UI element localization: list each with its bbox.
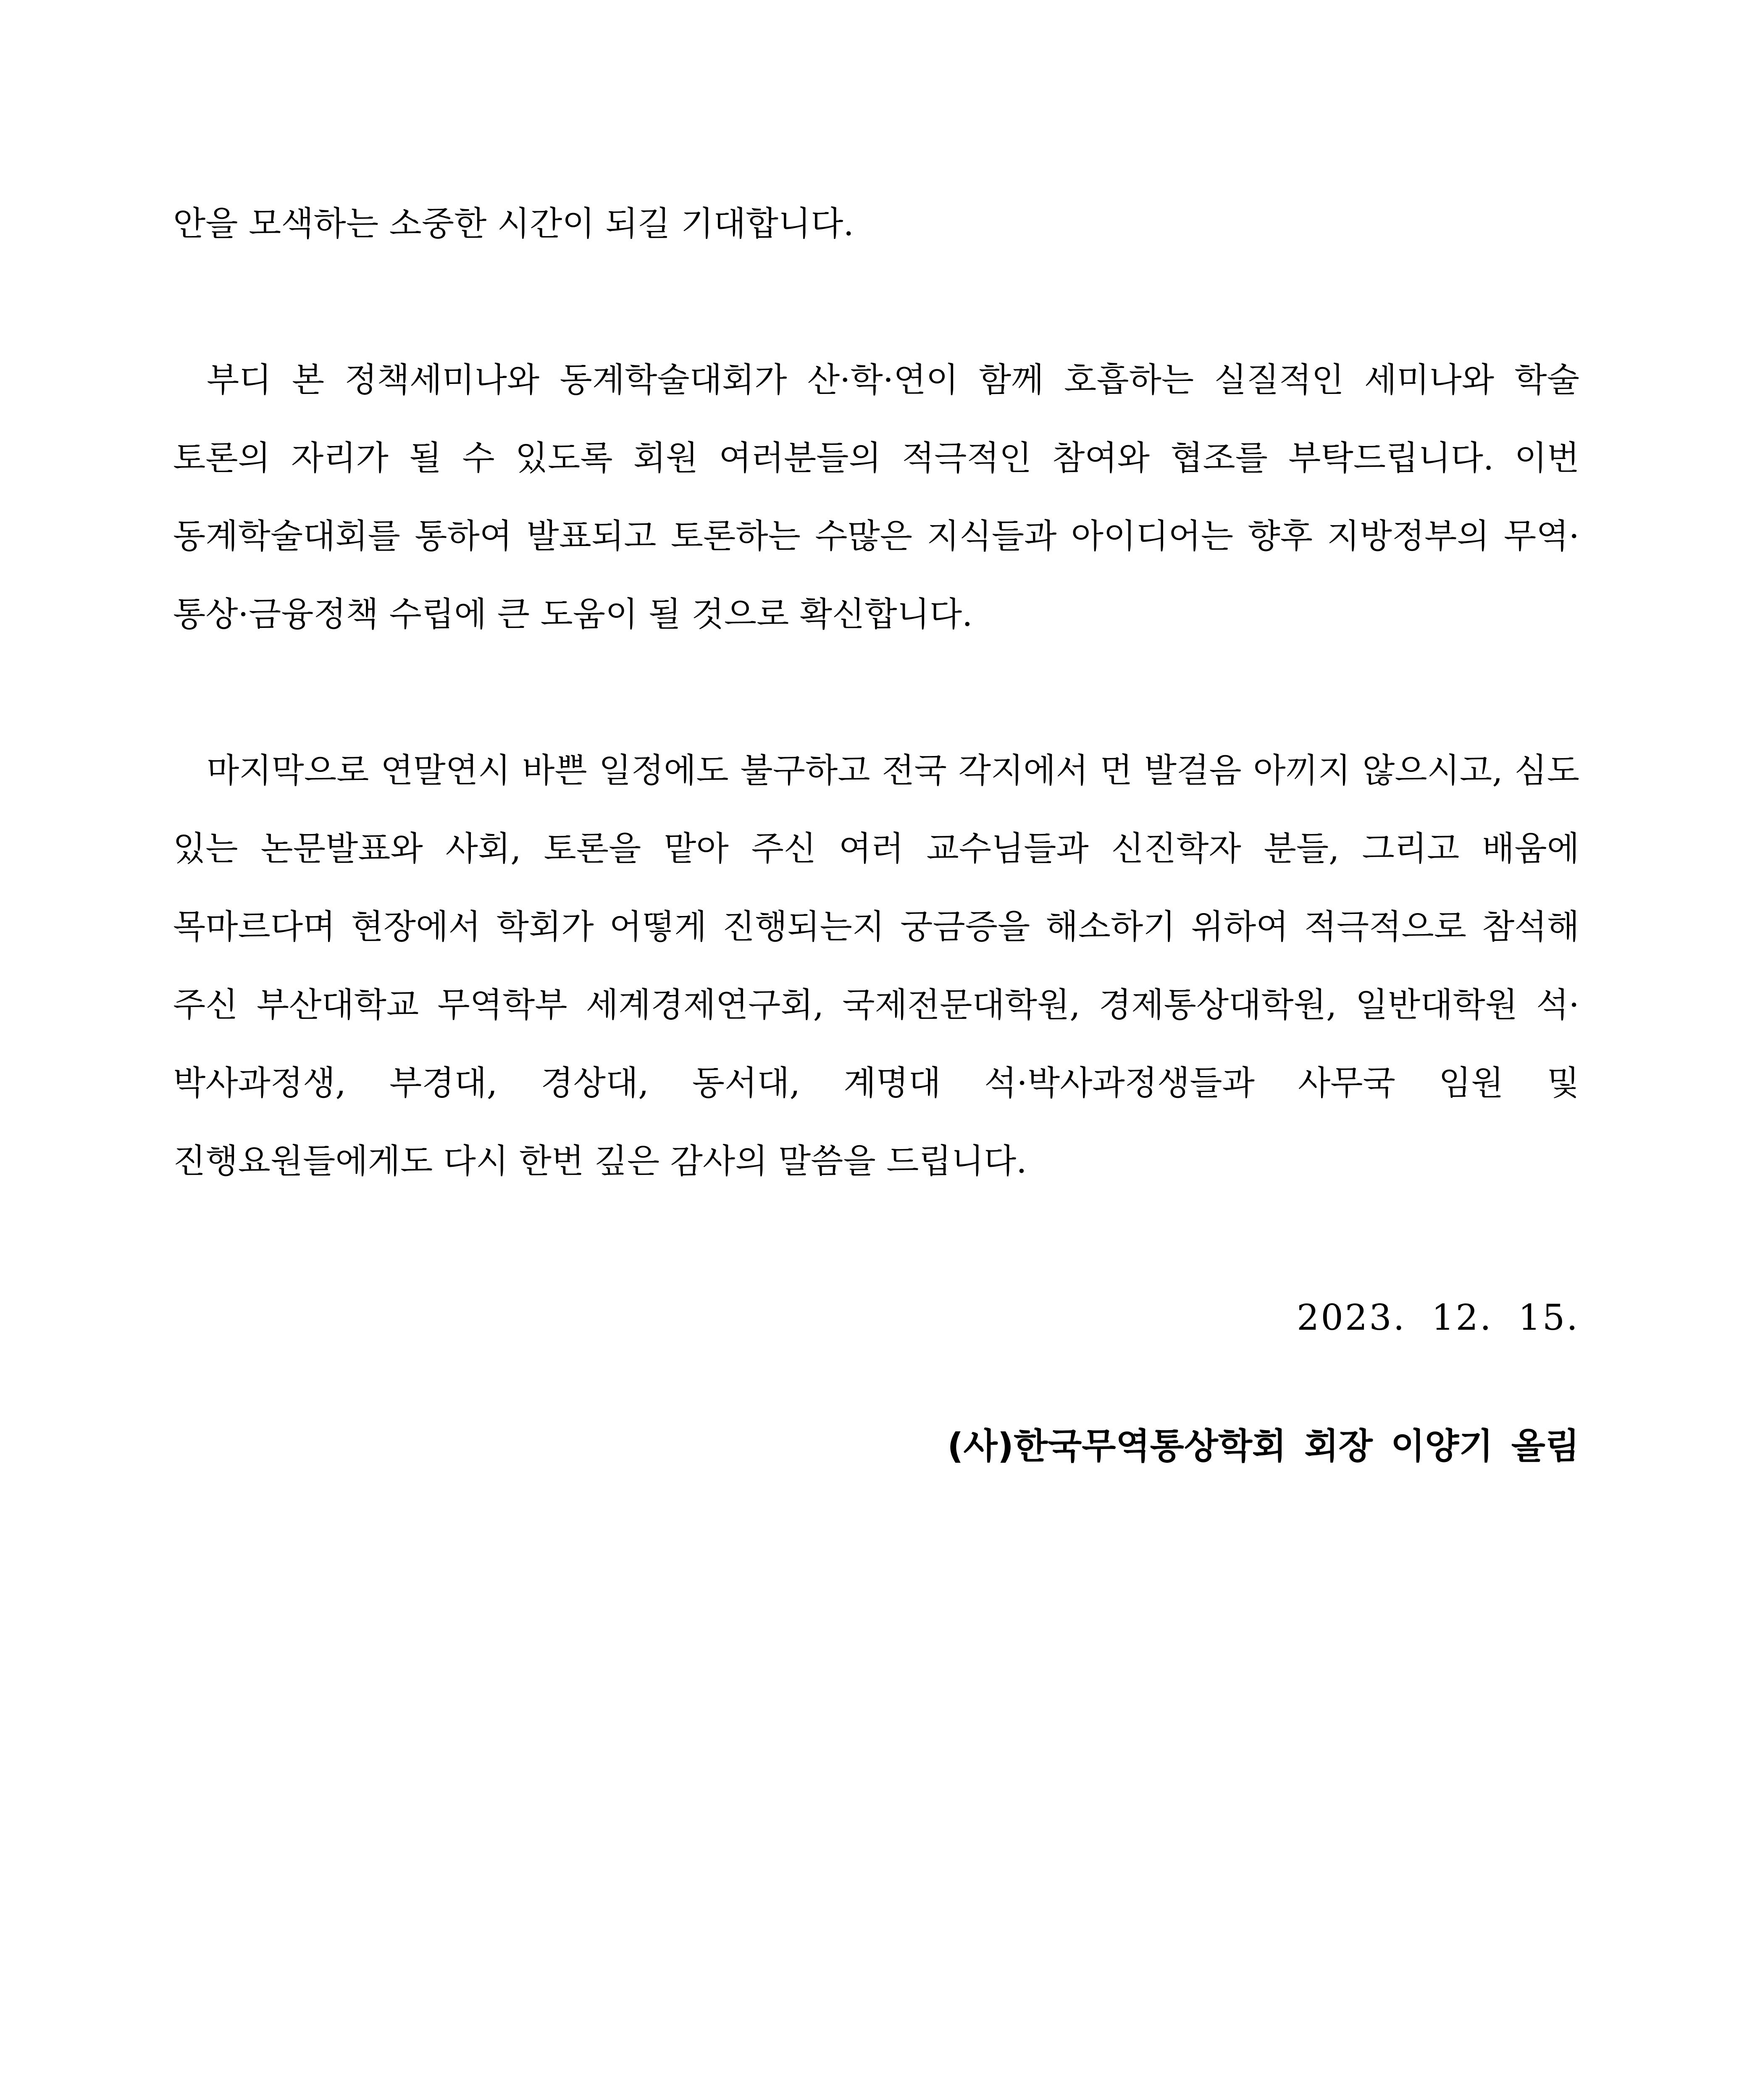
letter-date: 2023. 12. 15. xyxy=(1296,1297,1579,1338)
paragraph-closing-continuation: 안을 모색하는 소중한 시간이 되길 기대합니다. xyxy=(173,204,854,243)
letter-body xyxy=(173,185,1579,1485)
paragraph-request-participation: 부디 본 정책세미나와 동계학술대회가 산·학·연이 함께 호흡하는 실질적인 세미나와 학술 토론의 자리가 될 수 있도록 회원 여러분들의 적극적인 참여와 협조를 부탁드립니다. 이번 동계학술대회를 통하여 발표되고 토론하는 수많은 지식들과 아이디어는 향후 지방정부의 무역·통상·금융정책 수립에 큰 도움이 될 것으로 확신합니다. xyxy=(173,360,1579,634)
paragraph-acknowledgements: 마지막으로 연말연시 바쁜 일정에도 불구하고 전국 각지에서 먼 발걸음 아끼지 않으시고, 심도 있는 논문발표와 사회, 토론을 맡아 주신 여러 교수님들과 신진학자 분들, 그리고 배움에 목마르다며 현장에서 학회가 어떻게 진행되는지 궁금증을 해소하기 위하여 적극적으로 참석해 주신 부산대학교 무역학부 세계경제연구회, 국제전문대학원, 경제통상대학원, 일반대학원 석·박사과정생, 부경대, 경상대, 동서대, 계명대 석·박사과정생들과 사무국 임원 및 진행요원들에게도 다시 한번 깊은 감사의 말씀을 드립니다. xyxy=(173,751,1579,1181)
letter-signature: (사)한국무역통상학회 회장 이양기 올림 xyxy=(947,1425,1579,1467)
